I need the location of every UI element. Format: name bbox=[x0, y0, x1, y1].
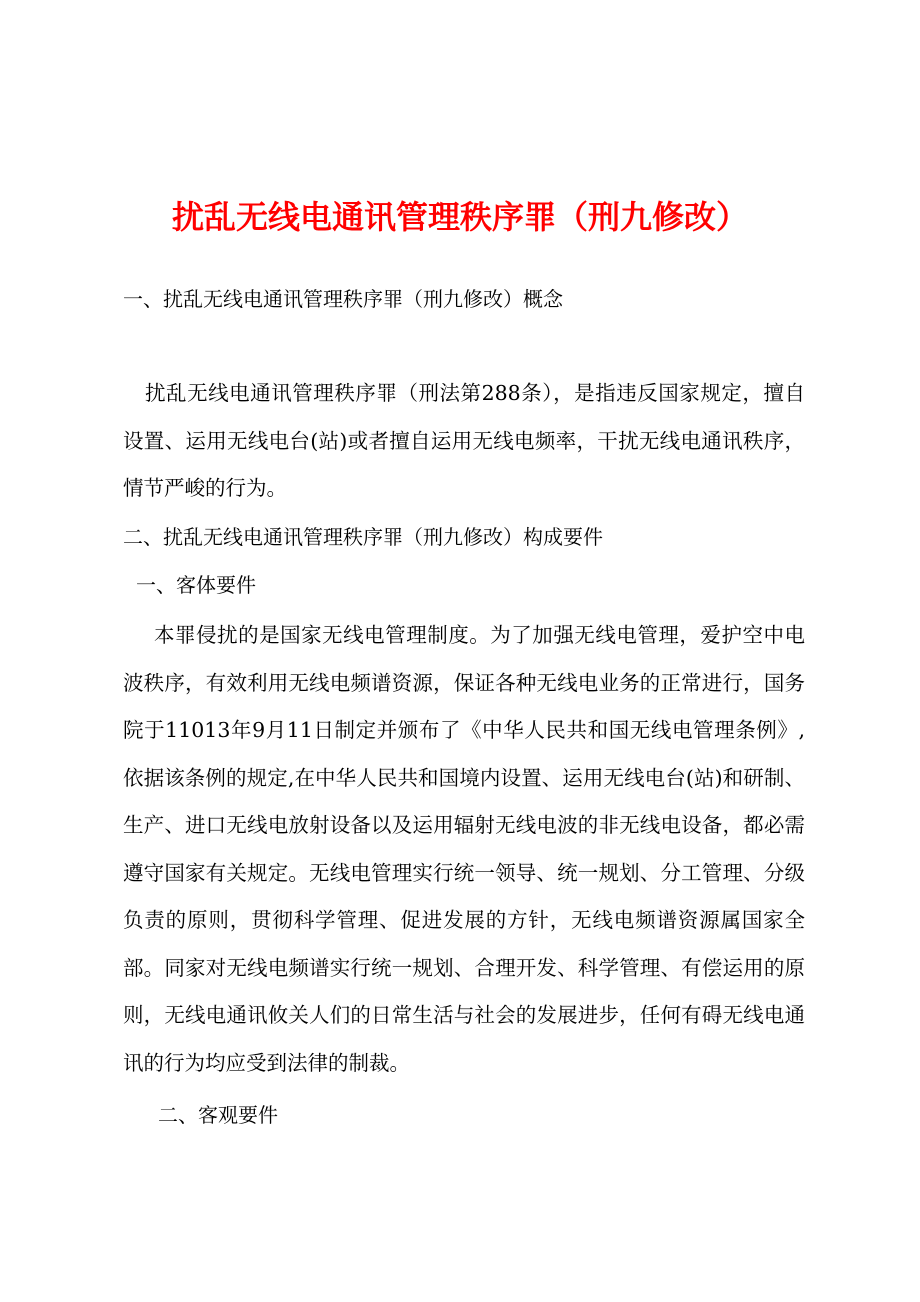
subsection-heading-objective: 二、客观要件 bbox=[158, 1103, 278, 1127]
paragraph-concept: 扰乱无线电通讯管理秩序罪（刑法第288条），是指违反国家规定，擅自设置、运用无线电台(站)或者擅自运用无线电频率，干扰无线电通讯秩序，情节严峻的行为。 bbox=[123, 381, 805, 500]
paragraph-object: 本罪侵扰的是国家无线电管理制度。为了加强无线电管理，爱护空中电波秩序，有效利用无线电频谱资源，保证各种无线电业务的正常进行，国务院于11013年9月11日制定并颁布了《中华人民共和国无线电管理条例》,依据该条例的规定,在中华人民共和国境内设置、运用无线电台(站)和研制、生产、进口无线电放射设备以及运用辐射无线电波的非无线电设备，都必需遵守国家有关规定。无线电管理实行统一领导、统一规划、分工管理、分级负责的原则，贯彻科学管理、促进发展的方针，无线电频谱资源属国家全部。同家对无线电频谱实行统一规划、合理开发、科学管理、有偿运用的原则，无线电通讯攸关人们的日常生活与社会的发展进步，任何有碍无线电通讯的行为均应受到法律的制裁。 bbox=[123, 623, 805, 1075]
document-title: 扰乱无线电通讯管理秩序罪（刑九修改） bbox=[171, 198, 748, 236]
section-heading-elements: 二、扰乱无线电通讯管理秩序罪（刑九修改）构成要件 bbox=[123, 525, 603, 549]
section-heading-concept: 一、扰乱无线电通讯管理秩序罪（刑九修改）概念 bbox=[123, 287, 563, 311]
subsection-heading-object: 一、客体要件 bbox=[136, 573, 256, 597]
